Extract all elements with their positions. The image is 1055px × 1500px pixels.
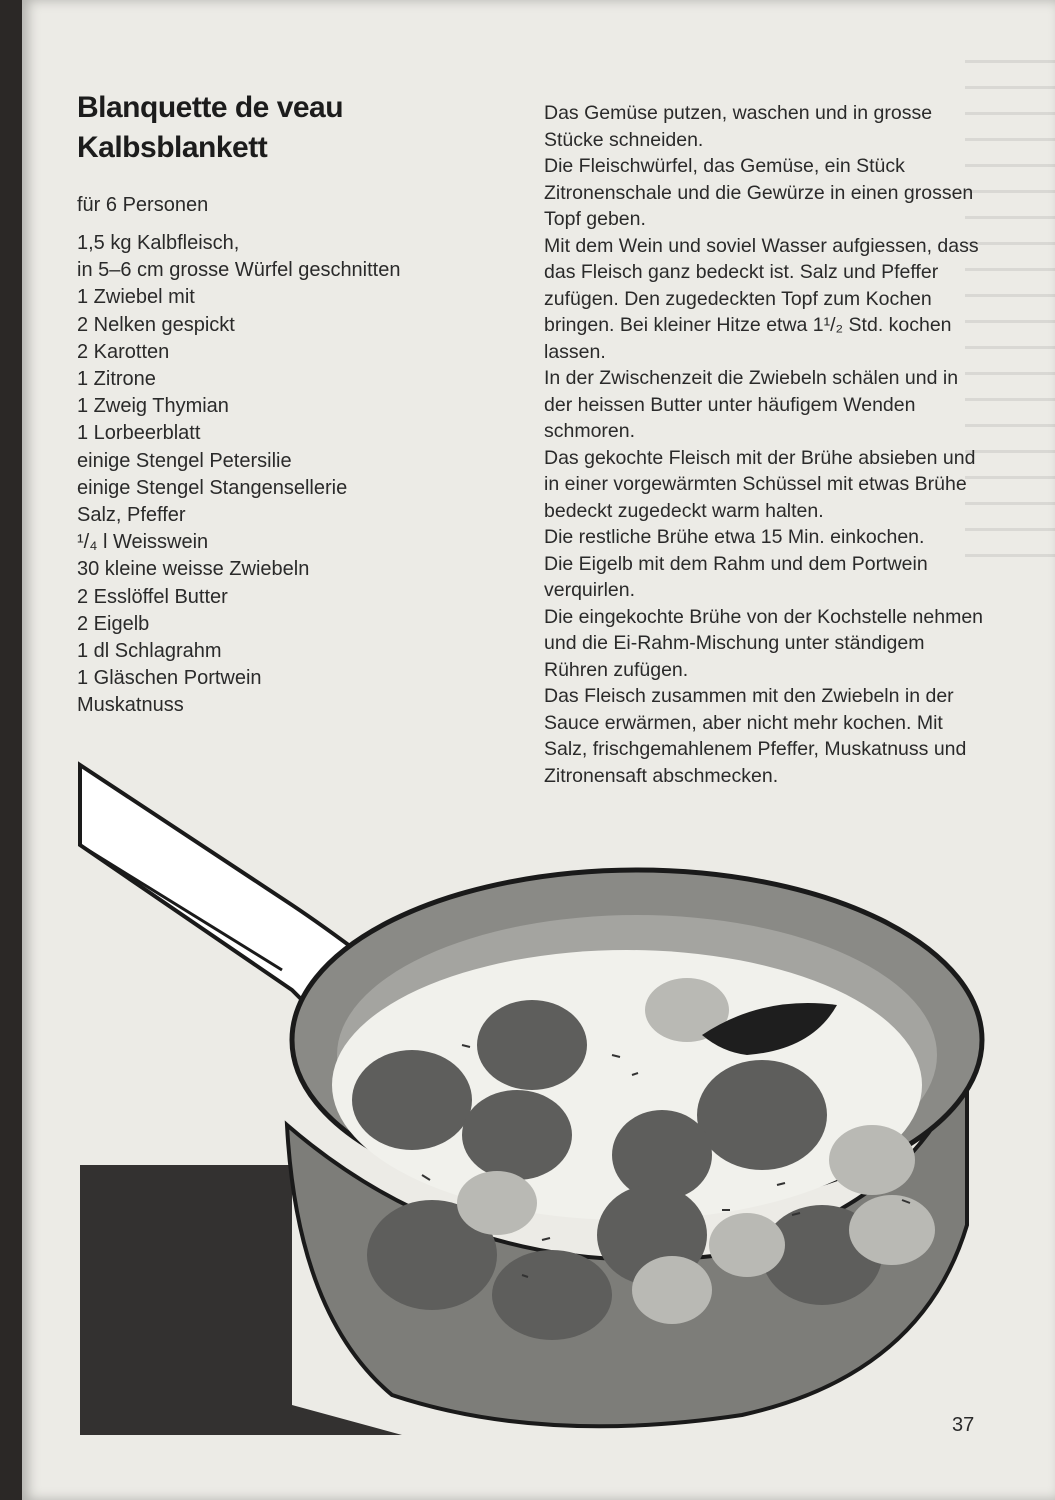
- page-number: 37: [952, 1414, 975, 1436]
- method-step: Das Fleisch zusammen mit den Zwiebeln in der Sauce erwärmen, aber nicht mehr kochen. Mit Salz, frischgemahlenem Pfeffer, Muskatnuss und Zitronensaft abschmecken.: [544, 685, 967, 787]
- ingredient-item: 30 kleine weisse Zwiebeln: [77, 558, 310, 581]
- ingredient-item: 2 Karotten: [77, 340, 170, 363]
- meat-piece: [477, 1000, 587, 1090]
- ingredient-list: [77, 230, 401, 720]
- ingredient-item: 1 Zwiebel mit: [77, 286, 195, 309]
- method-step: Die eingekochte Brühe von der Kochstelle nehmen und die Ei-Rahm-Mischung unter ständigem Rühren zufügen.: [544, 605, 984, 681]
- ingredient-item: 1 Zitrone: [77, 368, 156, 391]
- ingredient-item: Salz, Pfeffer: [77, 504, 186, 527]
- meat-piece: [352, 1050, 472, 1150]
- method-text: [544, 100, 984, 789]
- meat-piece: [462, 1090, 572, 1180]
- meat-piece: [697, 1060, 827, 1170]
- onion: [457, 1171, 537, 1235]
- method-step: Das gekochte Fleisch mit der Brühe absieben und in einer vorgewärmten Schüssel mit etwas Brühe bedeckt zugedeckt warm halten.: [544, 446, 976, 522]
- ingredient-item: 2 Nelken gespickt: [77, 313, 235, 336]
- onion: [632, 1256, 712, 1324]
- ingredient-item: 2 Esslöffel Butter: [77, 585, 228, 608]
- cookbook-page: [22, 0, 1055, 1500]
- ingredient-item: 1 Lorbeerblatt: [77, 422, 201, 445]
- ingredient-item: einige Stengel Stangensellerie: [77, 476, 348, 499]
- ingredient-item: 1 dl Schlagrahm: [77, 640, 222, 663]
- ingredient-item: Muskatnuss: [77, 694, 184, 717]
- ingredient-item: 1 Zweig Thymian: [77, 395, 229, 418]
- pan-illustration: [22, 755, 1022, 1435]
- recipe-title-german: Kalbsblankett: [77, 131, 268, 164]
- method-step: Die Fleischwürfel, das Gemüse, ein Stück Zitronenschale und die Gewürze in einen grossen Topf geben.: [544, 155, 974, 230]
- method-step: Die restliche Brühe etwa 15 Min. einkochen.: [544, 526, 925, 548]
- servings-note: für 6 Personen: [77, 194, 209, 216]
- ingredient-item: 1,5 kg Kalbfleisch,: [77, 232, 240, 254]
- ingredient-item: 2 Eigelb: [77, 612, 150, 635]
- method-step: Das Gemüse putzen, waschen und in grosse Stücke schneiden.: [544, 102, 933, 151]
- meat-piece: [492, 1250, 612, 1340]
- ingredient-item: 1 Gläschen Portwein: [77, 667, 262, 690]
- method-step: Die Eigelb mit dem Rahm und dem Portwein verquirlen.: [544, 552, 928, 601]
- onion: [829, 1125, 915, 1195]
- ingredient-item: in 5–6 cm grosse Würfel geschnitten: [77, 259, 401, 282]
- method-step: In der Zwischenzeit die Zwiebeln schälen und in der heissen Butter unter häufigem Wenden schmoren.: [544, 367, 959, 442]
- method-step: Mit dem Wein und soviel Wasser aufgiessen, dass das Fleisch ganz bedeckt ist. Salz und Pfeffer zufügen. Den zugedeckten Topf zum Kochen bringen. Bei kleiner Hitze etwa 1¹/₂ Std. kochen lassen.: [544, 234, 979, 363]
- onion: [709, 1213, 785, 1277]
- ingredient-item: einige Stengel Petersilie: [77, 449, 292, 472]
- onion: [849, 1195, 935, 1265]
- ingredient-item: ¹/₄ l Weisswein: [77, 531, 209, 554]
- recipe-title-french: Blanquette de veau: [77, 91, 344, 124]
- recipe-title: [77, 88, 343, 168]
